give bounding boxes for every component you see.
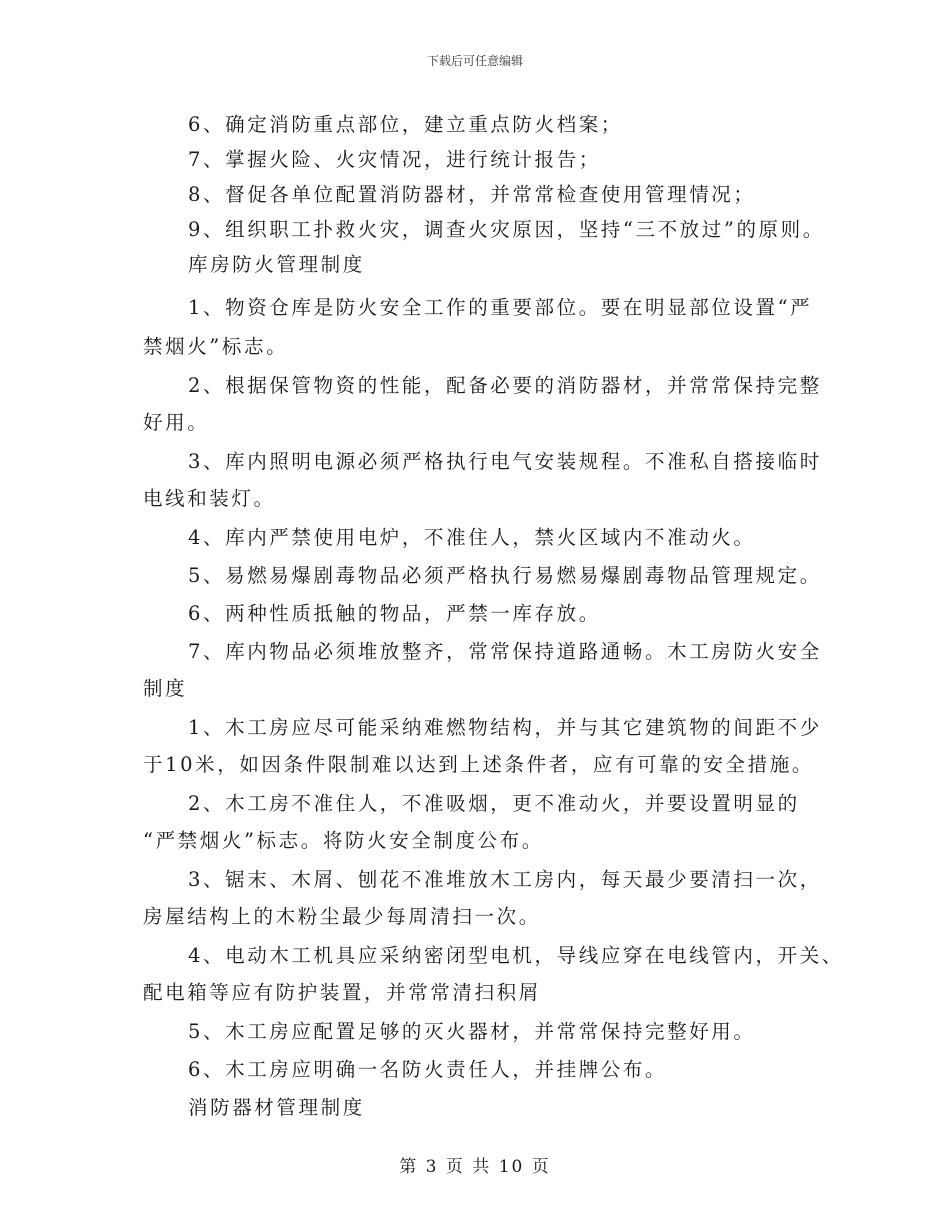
text-line: 2、根据保管物资的性能，配备必要的消防器材，并常常保持完整 <box>188 374 822 397</box>
text-line: 禁烟火”标志。 <box>143 335 289 358</box>
text-line: 7、掌握火险、火灾情况，进行统计报告； <box>188 148 601 171</box>
text-line: 2、木工房不准住人，不准吸烟，更不准动火，并要设置明显的 <box>188 792 800 815</box>
page-footer: 第 3 页 共 10 页 <box>399 1157 551 1177</box>
text-line: 6、两种性质抵触的物品，严禁一库存放。 <box>188 602 601 625</box>
text-line: 6、木工房应明确一名防火责任人，并挂牌公布。 <box>188 1058 668 1081</box>
text-line: 配电箱等应有防护装置，并常常清扫积屑 <box>143 981 541 1004</box>
page-header: 下载后可任意编辑 <box>426 54 523 68</box>
text-line: 9、组织职工扑救火灾，调查火灾原因，坚持“三不放过”的原则。 <box>188 218 825 241</box>
section-heading: 库房防火管理制度 <box>188 253 365 276</box>
text-line: 4、电动木工机具应采纳密闭型电机，导线应穿在电线管内，开关、 <box>188 944 844 967</box>
text-line: 3、锯末、木屑、刨花不准堆放木工房内，每天最少要清扫一次， <box>188 868 822 891</box>
text-line: 好用。 <box>143 411 210 434</box>
text-line: 7、库内物品必须堆放整齐，常常保持道路通畅。木工房防火安全 <box>188 640 822 663</box>
text-line: “严禁烟火”标志。将防火安全制度公布。 <box>143 829 544 852</box>
text-line: 6、确定消防重点部位，建立重点防火档案； <box>188 113 623 136</box>
text-line: 电线和装灯。 <box>143 487 276 510</box>
section-heading: 消防器材管理制度 <box>188 1096 365 1119</box>
text-line: 房屋结构上的木粉尘最少每周清扫一次。 <box>143 905 541 928</box>
text-line: 制度 <box>143 677 188 700</box>
text-line: 5、易燃易爆剧毒物品必须严格执行易燃易爆剧毒物品管理规定。 <box>188 564 822 587</box>
text-line: 于10米，如因条件限制难以达到上述条件者，应有可靠的安全措施。 <box>143 753 814 776</box>
text-line: 8、督促各单位配置消防器材，并常常检查使用管理情况； <box>188 183 756 206</box>
text-line: 1、木工房应尽可能采纳难燃物结构，并与其它建筑物的间距不少 <box>188 716 822 739</box>
text-line: 3、库内照明电源必须严格执行电气安装规程。不准私自搭接临时 <box>188 450 822 473</box>
text-line: 4、库内严禁使用电炉，不准住人，禁火区域内不准动火。 <box>188 526 756 549</box>
text-line: 5、木工房应配置足够的灭火器材，并常常保持完整好用。 <box>188 1020 756 1043</box>
text-line: 1、物资仓库是防火安全工作的重要部位。要在明显部位设置“严 <box>188 296 813 319</box>
